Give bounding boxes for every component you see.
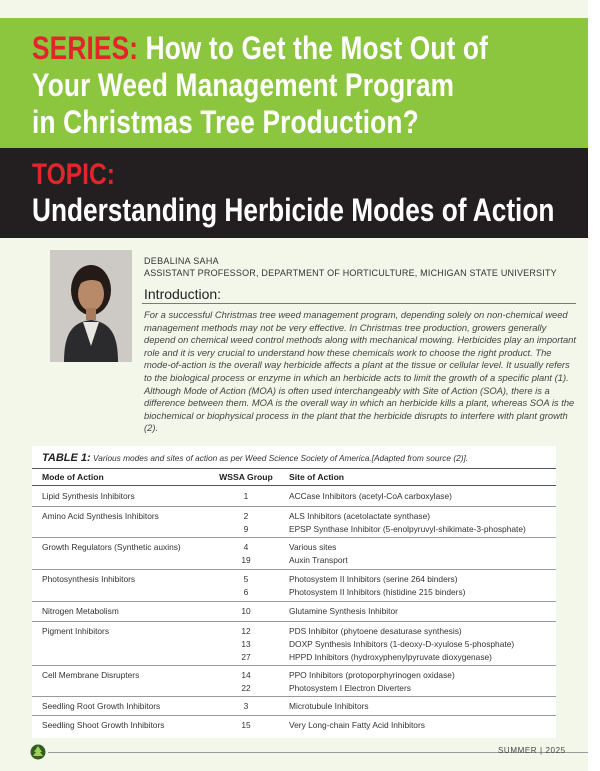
intro-divider [142, 303, 576, 304]
topic-header-band [0, 148, 588, 238]
group-cell [210, 510, 282, 536]
column-header-site: Site of Action [289, 472, 345, 482]
group-cell [210, 719, 282, 732]
site-value: Photosystem II Inhibitors (serine 264 binders) [289, 574, 458, 584]
article-title: Understanding Herbicide Modes of Action [32, 192, 555, 228]
site-cell [289, 573, 465, 599]
site-value: ALS Inhibitors (acetolactate synthase) [289, 511, 431, 521]
group-value: 15 [241, 720, 251, 730]
group-value: 3 [243, 701, 249, 711]
table-row [32, 507, 556, 538]
author-title: ASSISTANT PROFESSOR, DEPARTMENT OF HORTICULTURE, MICHIGAN STATE UNIVERSITY [144, 268, 557, 278]
group-value: 9 [243, 524, 249, 534]
series-prefix: SERIES: [32, 30, 139, 66]
mode-cell: Lipid Synthesis Inhibitors [42, 491, 135, 501]
site-cell [289, 669, 455, 695]
site-value: DOXP Synthesis Inhibitors (1-deoxy-D-xyulose 5-phosphate) [289, 639, 515, 649]
site-value: PPO Inhibitors (protoporphyrinogen oxidase) [289, 670, 455, 680]
group-cell [210, 700, 282, 713]
table-row [32, 486, 556, 507]
group-value: 6 [243, 587, 249, 597]
table-row [32, 538, 556, 570]
author-name: DEBALINA SAHA [144, 256, 219, 266]
table-header-row [32, 468, 556, 486]
site-value: Photosystem II Inhibitors (histidine 215 binders) [289, 587, 466, 597]
table-row [32, 697, 556, 716]
site-cell [289, 510, 526, 536]
series-header-band [0, 18, 588, 148]
series-title-line-1 [32, 30, 488, 66]
site-value: Microtubule Inhibitors [289, 701, 369, 711]
column-header-wssa-group: WSSA Group [219, 472, 273, 482]
site-value: Various sites [289, 542, 337, 552]
mode-cell: Cell Membrane Disrupters [42, 670, 140, 680]
table-row [32, 666, 556, 697]
group-value: 12 [241, 626, 251, 636]
mode-cell: Photosynthesis Inhibitors [42, 574, 136, 584]
site-value: ACCase Inhibitors (acetyl-CoA carboxylase) [289, 491, 452, 501]
table-caption [42, 452, 468, 464]
table-row [32, 622, 556, 666]
herbicide-table [32, 446, 556, 738]
topic-label: TOPIC: [32, 158, 115, 191]
table-row [32, 716, 556, 737]
site-cell [289, 719, 425, 732]
table-row [32, 602, 556, 622]
intro-paragraph: For a successful Christmas tree weed management program, depending solely on non-chemical weed management methods may not be very effective. In Christmas tree production, growers generally depend on chemical weed control methods along with mechanical mowing. Herbicides play an important role and it is very crucial to understand how these chemicals work to choose the right product. The mode-of-action is the overall way herbicide affects a plant at the tissue or cellular level. It usually refers to the biological process or enzyme in which an herbicide acts to limit the growth of a specific plant (1). Although Mode of Action (MOA) is often used interchangeably with Site of Action (SOA), there is a difference between them. MOA is the overall way in which an herbicide kills a plant, whereas SOA is the biochemical or biophysical process in the plant that the herbicide disrupts to interfere with plant growth (2). [144, 309, 577, 434]
series-title-text: How to Get the Most Out of [145, 30, 489, 66]
series-title-line-3: in Christmas Tree Production? [32, 104, 419, 140]
site-value: Glutamine Synthesis Inhibitor [289, 606, 398, 616]
site-value: Very Long-chain Fatty Acid Inhibitors [289, 720, 425, 730]
author-photo [50, 250, 132, 362]
group-cell [210, 573, 282, 599]
site-cell [289, 541, 348, 567]
mode-cell: Amino Acid Synthesis Inhibitors [42, 511, 159, 521]
site-value: HPPD Inhibitors (hydroxyphenylpyruvate dioxygenase) [289, 652, 492, 662]
group-value: 2 [243, 511, 249, 521]
group-cell [210, 541, 282, 567]
site-cell [289, 700, 369, 713]
site-value: Auxin Transport [289, 555, 348, 565]
group-value: 22 [241, 683, 251, 693]
site-value: EPSP Synthase Inhibitor (5-enolpyruvyl-shikimate-3-phosphate) [289, 524, 526, 534]
table-caption-text: Various modes and sites of action as per Weed Science Society of America.[Adapted from source (2)]. [93, 453, 469, 463]
mode-cell: Nitrogen Metabolism [42, 606, 119, 616]
mode-cell: Pigment Inhibitors [42, 626, 110, 636]
site-value: Photosystem I Electron Diverters [289, 683, 411, 693]
intro-heading: Introduction: [144, 286, 222, 302]
issue-label: SUMMER | 2025 [498, 746, 566, 755]
mode-cell: Growth Regulators (Synthetic auxins) [42, 542, 181, 552]
group-value: 5 [243, 574, 249, 584]
series-title-line-2: Your Weed Management Program [32, 67, 455, 103]
site-cell [289, 605, 398, 618]
group-value: 10 [241, 606, 251, 616]
group-value: 13 [241, 639, 251, 649]
group-value: 19 [241, 555, 251, 565]
group-value: 14 [241, 670, 251, 680]
page-edge [588, 0, 600, 771]
table-row [32, 570, 556, 602]
site-cell [289, 490, 452, 503]
group-value: 4 [243, 542, 249, 552]
tree-logo-icon [30, 744, 46, 760]
table-caption-label: TABLE 1: [42, 452, 91, 464]
group-value: 1 [243, 491, 249, 501]
group-cell [210, 669, 282, 695]
column-header-mode: Mode of Action [42, 472, 104, 482]
mode-cell: Seedling Shoot Growth Inhibitors [42, 720, 165, 730]
group-cell [210, 490, 282, 503]
mode-cell: Seedling Root Growth Inhibitors [42, 701, 161, 711]
site-value: PDS Inhibitor (phytoene desaturase synthesis) [289, 626, 462, 636]
group-cell [210, 625, 282, 664]
author-portrait-image [50, 250, 132, 362]
site-cell [289, 625, 514, 664]
group-value: 27 [241, 652, 251, 662]
group-cell [210, 605, 282, 618]
